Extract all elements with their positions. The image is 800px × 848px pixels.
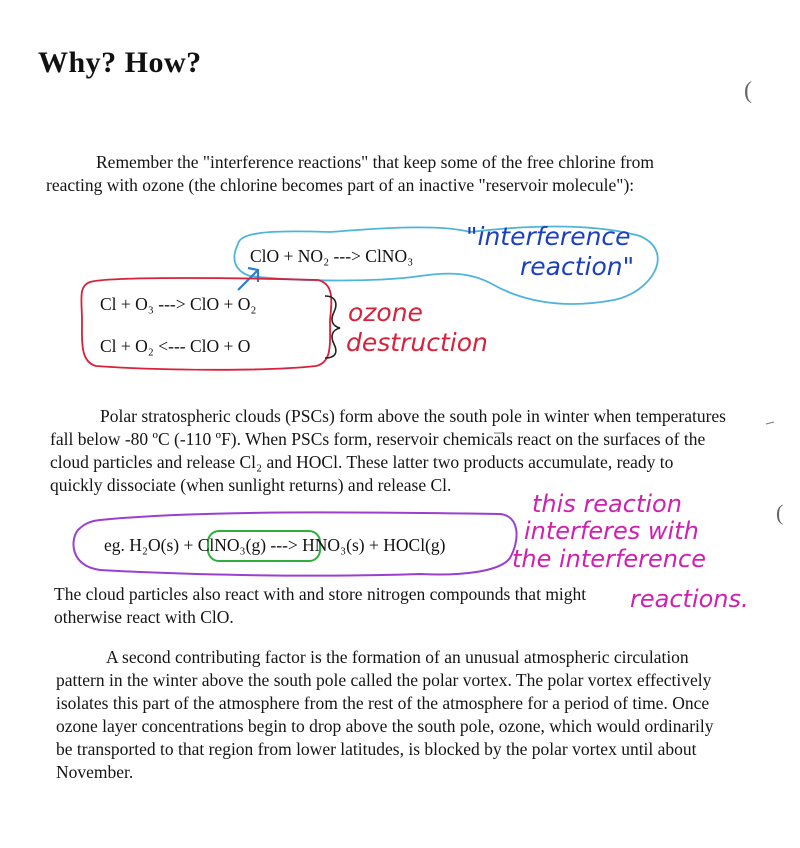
annotation-ozone-line2: destruction [346, 328, 488, 357]
destruction-brace [325, 296, 340, 358]
destruction-reaction-2: Cl + O₂ <--- ClO + O [100, 336, 251, 356]
annotation-interference-line2: reaction" [520, 252, 635, 281]
paragraph-interference-intro [46, 151, 706, 197]
annotation-ozone-line1: ozone [348, 298, 423, 327]
annotation-interference-line1: "interference [466, 222, 631, 251]
annotation-interferes-line3: the interference [512, 545, 706, 573]
paragraph-4-text: A second contributing factor is the formation of an unusual atmospheric circulation pattern in the winter above the south pole called the polar vortex. The polar vortex effectively isolates this part of the atmosphere from the rest of the atmosphere for a period of time. Once ozone layer concentrations begin to drop above the south pole, ozone, which would ordinarily be transported to that region from lower latitudes, is blocked by the polar vortex until about November. [56, 647, 714, 782]
page-title: Why? How? [38, 46, 202, 79]
annotation-interferes-line2: interferes with [524, 517, 699, 545]
margin-mark-middle: ( [776, 500, 784, 525]
destruction-reaction-1: Cl + O₃ ---> ClO + O₂ [100, 294, 257, 314]
annotation-interferes-line4: reactions. [630, 585, 749, 613]
paragraph-polar-vortex [56, 646, 726, 784]
paragraph-psc [50, 405, 730, 497]
annotation-interferes-line1: this reaction [532, 490, 682, 518]
margin-mark-top: ( [744, 78, 752, 104]
paragraph-nitrogen: The cloud particles also react with and store nitrogen compounds that might otherwise react with ClO. [54, 584, 587, 627]
psc-reaction: eg. H₂O(s) + ClNO₃(g) ---> HNO₃(s) + HOCl(g) [104, 535, 446, 555]
paragraph-1-text: Remember the "interference reactions" that keep some of the free chlorine from reacting with ozone (the chlorine becomes part of an inactive "reservoir molecule"): [46, 152, 654, 195]
paragraph-2-text: Polar stratospheric clouds (PSCs) form above the south pole in winter when temperatures fall below -80 ºC (-110 ºF). When PSCs form, reservoir chemicals react on the surfaces of the cloud particles and release Cl₂ and HOCl. These latter two products accumulate, ready to quickly dissociate (when sunlight returns) and release Cl. [50, 406, 726, 495]
interference-reaction: ClO + NO₂ ---> ClNO₃ [250, 246, 414, 266]
